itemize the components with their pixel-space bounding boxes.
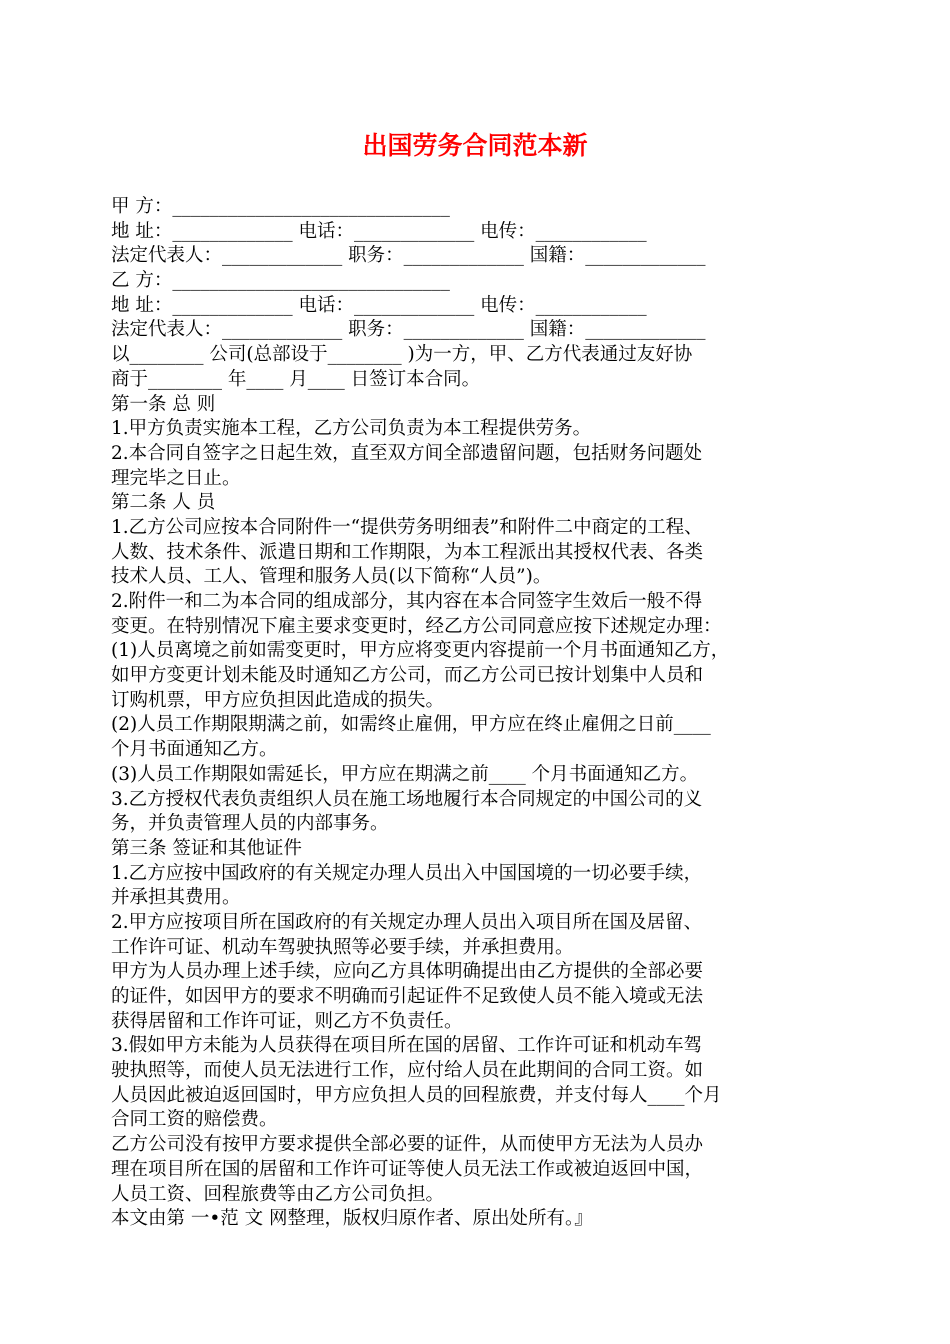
text-line: (3)人员工作期限如需延长，甲方应在期满之前____ 个月书面通知乙方。 — [111, 763, 699, 785]
text-line: 个月书面通知乙方。 — [111, 739, 278, 761]
text-line: 变更。在特别情况下雇主要求变更时，经乙方公司同意应按下述规定办理： — [111, 615, 722, 637]
text-line: 人数、技术条件、派遣日期和工作期限，为本工程派出其授权代表、各类 — [111, 541, 704, 563]
text-line: 订购机票，甲方应负担因此造成的损失。 — [111, 689, 445, 711]
text-line: 以________ 公司(总部设于________ )为一方，甲、乙方代表通过友好协 — [111, 344, 693, 366]
text-line: 第一条 总 则 — [111, 393, 216, 415]
text-line: 2.附件一和二为本合同的组成部分，其内容在本合同签字生效后一般不得 — [111, 591, 703, 612]
text-line: 商于________ 年____ 月____ 日签订本合同。 — [111, 368, 481, 390]
text-line: 乙方公司没有按甲方要求提供全部必要的证件，从而使甲方无法为人员办 — [111, 1134, 704, 1156]
text-line: 合同工资的赔偿费。 — [111, 1109, 278, 1131]
text-line: 1.乙方应按中国政府的有关规定办理人员出入中国国境的一切必要手续， — [111, 862, 703, 884]
document-body — [111, 195, 851, 1232]
text-line: 技术人员、工人、管理和服务人员(以下简称“人员”)。 — [111, 566, 552, 588]
text-line: 的证件，如因甲方的要求不明确而引起证件不足致使人员不能入境或无法 — [111, 986, 704, 1007]
text-line: 人员因此被迫返回国时，甲方应负担人员的回程旅费，并支付每人____个月 — [111, 1084, 722, 1106]
text-line: 地 址：_____________ 电话：_____________ 电传：____________ — [111, 220, 647, 242]
text-line: (1)人员离境之前如需变更时，甲方应将变更内容提前一个月书面通知乙方， — [111, 640, 730, 662]
text-line: 并承担其费用。 — [111, 887, 241, 909]
text-line: 理在项目所在国的居留和工作许可证等使人员无法工作或被迫返回中国， — [111, 1158, 704, 1180]
text-line: 甲方为人员办理上述手续，应向乙方具体明确提出由乙方提供的全部必要 — [111, 961, 704, 983]
text-line: 本文由第 一•范 文 网整理，版权归原作者、原出处所有。』 — [111, 1208, 593, 1230]
text-line: 1.甲方负责实施本工程，乙方公司负责为本工程提供劳务。 — [111, 418, 592, 440]
text-line: 2.甲方应按项目所在国政府的有关规定办理人员出入项目所在国及居留、 — [111, 911, 703, 933]
text-line: 第三条 签证和其他证件 — [111, 837, 302, 859]
text-line: 人员工资、回程旅费等由乙方公司负担。 — [111, 1183, 445, 1205]
text-line: 务，并负责管理人员的内部事务。 — [111, 813, 389, 835]
text-line: 2.本合同自签字之日起生效，直至双方间全部遗留问题，包括财务问题处 — [111, 442, 703, 464]
text-line: 法定代表人：_____________ 职务：_____________ 国籍：_____________ — [111, 245, 706, 267]
text-line: 驶执照等，而使人员无法进行工作，应付给人员在此期间的合同工资。如 — [111, 1060, 704, 1082]
text-line: 获得居留和工作许可证，则乙方不负责任。 — [111, 1010, 463, 1032]
text-line: 3.假如甲方未能为人员获得在项目所在国的居留、工作许可证和机动车驾 — [111, 1035, 703, 1057]
text-line: 如甲方变更计划未能及时通知乙方公司，而乙方公司已按计划集中人员和 — [111, 665, 704, 687]
text-line: (2)人员工作期限期满之前，如需终止雇佣，甲方应在终止雇佣之日前____ — [111, 714, 711, 736]
text-line: 1.乙方公司应按本合同附件一“提供劳务明细表”和附件二中商定的工程、 — [111, 516, 703, 538]
text-line: 工作许可证、机动车驾驶执照等必要手续，并承担费用。 — [111, 936, 574, 958]
document-title: 出国劳务合同范本新 — [362, 131, 588, 160]
text-line: 地 址：_____________ 电话：_____________ 电传：____________ — [111, 294, 647, 316]
text-line: 3.乙方授权代表负责组织人员在施工场地履行本合同规定的中国公司的义 — [111, 788, 703, 810]
text-line: 乙 方：______________________________ — [111, 270, 450, 292]
text-line: 法定代表人：_____________ 职务：_____________ 国籍：_____________ — [111, 319, 706, 341]
text-line: 甲 方：______________________________ — [111, 196, 450, 217]
text-line: 理完毕之日止。 — [111, 467, 241, 489]
text-line: 第二条 人 员 — [111, 492, 216, 514]
